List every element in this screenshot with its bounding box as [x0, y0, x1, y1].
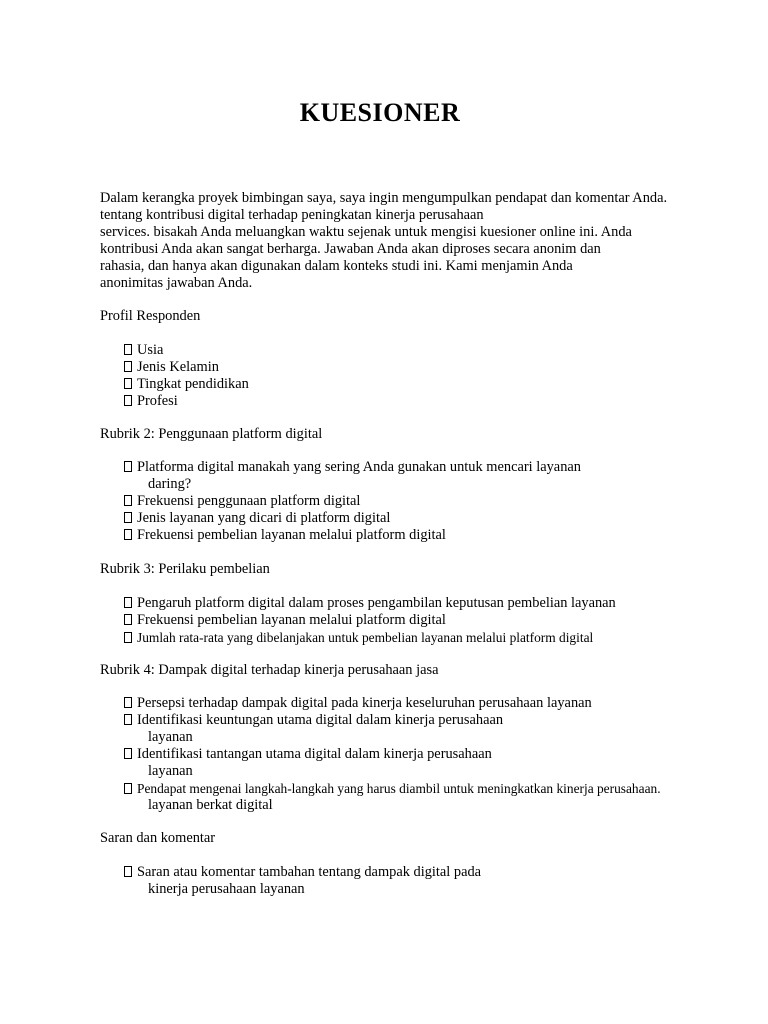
checkbox-icon[interactable] — [124, 529, 132, 540]
checkbox-icon[interactable] — [124, 378, 132, 389]
list-item — [124, 780, 724, 797]
item-text: Frekuensi pembelian layanan melalui platform digital — [137, 612, 446, 628]
list-item — [124, 746, 724, 763]
list-item — [124, 342, 724, 359]
item-text: Persepsi terhadap dampak digital pada kinerja keseluruhan perusahaan layanan — [137, 695, 592, 711]
item-text: Profesi — [137, 393, 178, 409]
checkbox-icon[interactable] — [124, 395, 132, 406]
list-item — [124, 376, 724, 393]
item-text: Usia — [137, 342, 164, 358]
item-text: Saran atau komentar tambahan tentang dampak digital pada — [137, 864, 482, 880]
section-list-rubrik-3 — [124, 595, 724, 646]
item-continuation: layanan — [148, 729, 193, 745]
item-text: Pengaruh platform digital dalam proses pengambilan keputusan pembelian layanan — [137, 595, 616, 611]
checkbox-icon[interactable] — [124, 512, 132, 523]
section-list-rubrik-2 — [124, 459, 724, 544]
list-item — [124, 393, 724, 410]
checkbox-icon[interactable] — [124, 614, 132, 625]
item-text: Frekuensi pembelian layanan melalui platform digital — [137, 527, 446, 543]
item-text: Identifikasi keuntungan utama digital dalam kinerja perusahaan — [137, 712, 504, 728]
list-item — [124, 359, 724, 376]
checkbox-icon[interactable] — [124, 597, 132, 608]
intro-paragraph — [100, 190, 740, 292]
item-text: Platforma digital manakah yang sering Anda gunakan untuk mencari layanan — [137, 459, 581, 475]
item-text: Identifikasi tantangan utama digital dalam kinerja perusahaan — [137, 746, 492, 762]
list-item — [124, 695, 724, 712]
item-text: Jenis Kelamin — [137, 359, 219, 375]
list-item — [124, 595, 724, 612]
item-text: Jenis layanan yang dicari di platform digital — [137, 510, 391, 526]
list-item — [124, 712, 724, 729]
list-item — [124, 864, 724, 881]
item-continuation: kinerja perusahaan layanan — [148, 881, 305, 897]
checkbox-icon[interactable] — [124, 361, 132, 372]
item-continuation: layanan — [148, 763, 193, 779]
item-text: Pendapat mengenai langkah-langkah yang harus diambil untuk meningkatkan kinerja perusahaan. — [137, 781, 661, 796]
intro-line: services. bisakah Anda meluangkan waktu sejenak untuk mengisi kuesioner online ini. Anda — [100, 224, 632, 240]
checkbox-icon[interactable] — [124, 495, 132, 506]
section-heading-rubrik-2: Rubrik 2: Penggunaan platform digital — [100, 426, 323, 442]
list-item — [124, 629, 724, 646]
list-item — [124, 493, 724, 510]
list-item — [124, 510, 724, 527]
checkbox-icon[interactable] — [124, 461, 132, 472]
intro-line: anonimitas jawaban Anda. — [100, 275, 253, 291]
section-list-profil — [124, 342, 724, 410]
list-item — [124, 459, 724, 476]
list-item — [124, 527, 724, 544]
checkbox-icon[interactable] — [124, 748, 132, 759]
item-continuation: daring? — [148, 476, 192, 492]
section-list-rubrik-4 — [124, 695, 724, 814]
section-heading-profil: Profil Responden — [100, 308, 201, 324]
item-text: Tingkat pendidikan — [137, 376, 249, 392]
list-item — [124, 612, 724, 629]
item-text: Jumlah rata-rata yang dibelanjakan untuk pembelian layanan melalui platform digital — [137, 630, 594, 645]
checkbox-icon[interactable] — [124, 783, 132, 794]
checkbox-icon[interactable] — [124, 697, 132, 708]
section-heading-rubrik-3: Rubrik 3: Perilaku pembelian — [100, 561, 270, 577]
checkbox-icon[interactable] — [124, 632, 132, 643]
section-heading-saran: Saran dan komentar — [100, 830, 216, 846]
section-heading-rubrik-4: Rubrik 4: Dampak digital terhadap kinerja perusahaan jasa — [100, 662, 439, 678]
checkbox-icon[interactable] — [124, 866, 132, 877]
checkbox-icon[interactable] — [124, 344, 132, 355]
intro-line: Dalam kerangka proyek bimbingan saya, saya ingin mengumpulkan pendapat dan komentar Anda. — [100, 190, 668, 206]
intro-line: kontribusi Anda akan sangat berharga. Jawaban Anda akan diproses secara anonim dan — [100, 241, 601, 257]
page-title: KUESIONER — [299, 98, 461, 127]
item-continuation: layanan berkat digital — [148, 797, 273, 813]
intro-line: rahasia, dan hanya akan digunakan dalam konteks studi ini. Kami menjamin Anda — [100, 258, 573, 274]
item-text: Frekuensi penggunaan platform digital — [137, 493, 361, 509]
checkbox-icon[interactable] — [124, 714, 132, 725]
intro-line: tentang kontribusi digital terhadap peningkatan kinerja perusahaan — [100, 207, 484, 223]
section-list-saran — [124, 864, 724, 898]
